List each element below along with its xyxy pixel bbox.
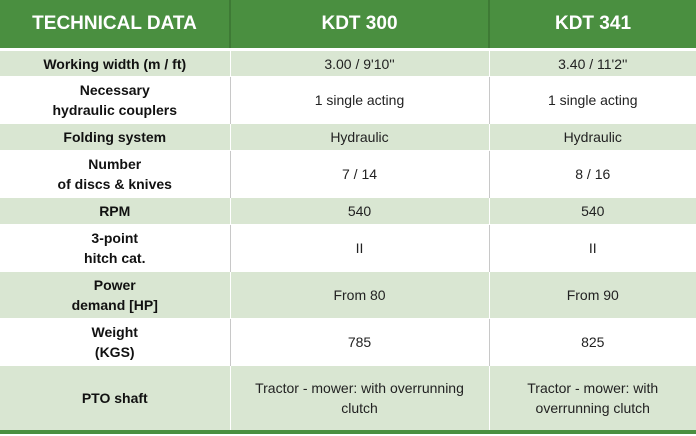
row-label: RPM bbox=[0, 198, 230, 225]
row-label: Power demand [HP] bbox=[0, 272, 230, 319]
header-technical-data: TECHNICAL DATA bbox=[0, 0, 230, 50]
kdt-341-value: II bbox=[489, 225, 696, 272]
kdt-300-value: Tractor - mower: with overrunning clutch bbox=[230, 366, 489, 432]
header-kdt-300: KDT 300 bbox=[230, 0, 489, 50]
table-row-pto-shaft bbox=[0, 366, 696, 432]
row-label: Folding system bbox=[0, 124, 230, 151]
row-label: Necessary hydraulic couplers bbox=[0, 77, 230, 124]
kdt-341-value: 825 bbox=[489, 319, 696, 366]
kdt-341-value: 1 single acting bbox=[489, 77, 696, 124]
kdt-300-value: 540 bbox=[230, 198, 489, 225]
table-row-weight bbox=[0, 319, 696, 366]
kdt-300-value: From 80 bbox=[230, 272, 489, 319]
row-label: 3-point hitch cat. bbox=[0, 225, 230, 272]
row-label: PTO shaft bbox=[0, 366, 230, 432]
header-kdt-341: KDT 341 bbox=[489, 0, 696, 50]
table-row-hydraulic-couplers bbox=[0, 77, 696, 124]
kdt-300-value: Hydraulic bbox=[230, 124, 489, 151]
table-row-hitch-cat bbox=[0, 225, 696, 272]
row-label: Number of discs & knives bbox=[0, 151, 230, 198]
kdt-300-value: 1 single acting bbox=[230, 77, 489, 124]
kdt-300-value: 785 bbox=[230, 319, 489, 366]
kdt-300-value: 3.00 / 9'10'' bbox=[230, 50, 489, 77]
kdt-300-value: II bbox=[230, 225, 489, 272]
table-row-working-width bbox=[0, 50, 696, 77]
table-row-discs-knives bbox=[0, 151, 696, 198]
kdt-300-value: 7 / 14 bbox=[230, 151, 489, 198]
table-row-folding-system bbox=[0, 124, 696, 151]
kdt-341-value: From 90 bbox=[489, 272, 696, 319]
kdt-341-value: Tractor - mower: with overrunning clutch bbox=[489, 366, 696, 432]
table-row-power-demand bbox=[0, 272, 696, 319]
kdt-341-value: 8 / 16 bbox=[489, 151, 696, 198]
header-row bbox=[0, 0, 696, 50]
table-row-rpm bbox=[0, 198, 696, 225]
row-label: Working width (m / ft) bbox=[0, 50, 230, 77]
kdt-341-value: 3.40 / 11'2'' bbox=[489, 50, 696, 77]
row-label: Weight (KGS) bbox=[0, 319, 230, 366]
kdt-341-value: 540 bbox=[489, 198, 696, 225]
kdt-341-value: Hydraulic bbox=[489, 124, 696, 151]
